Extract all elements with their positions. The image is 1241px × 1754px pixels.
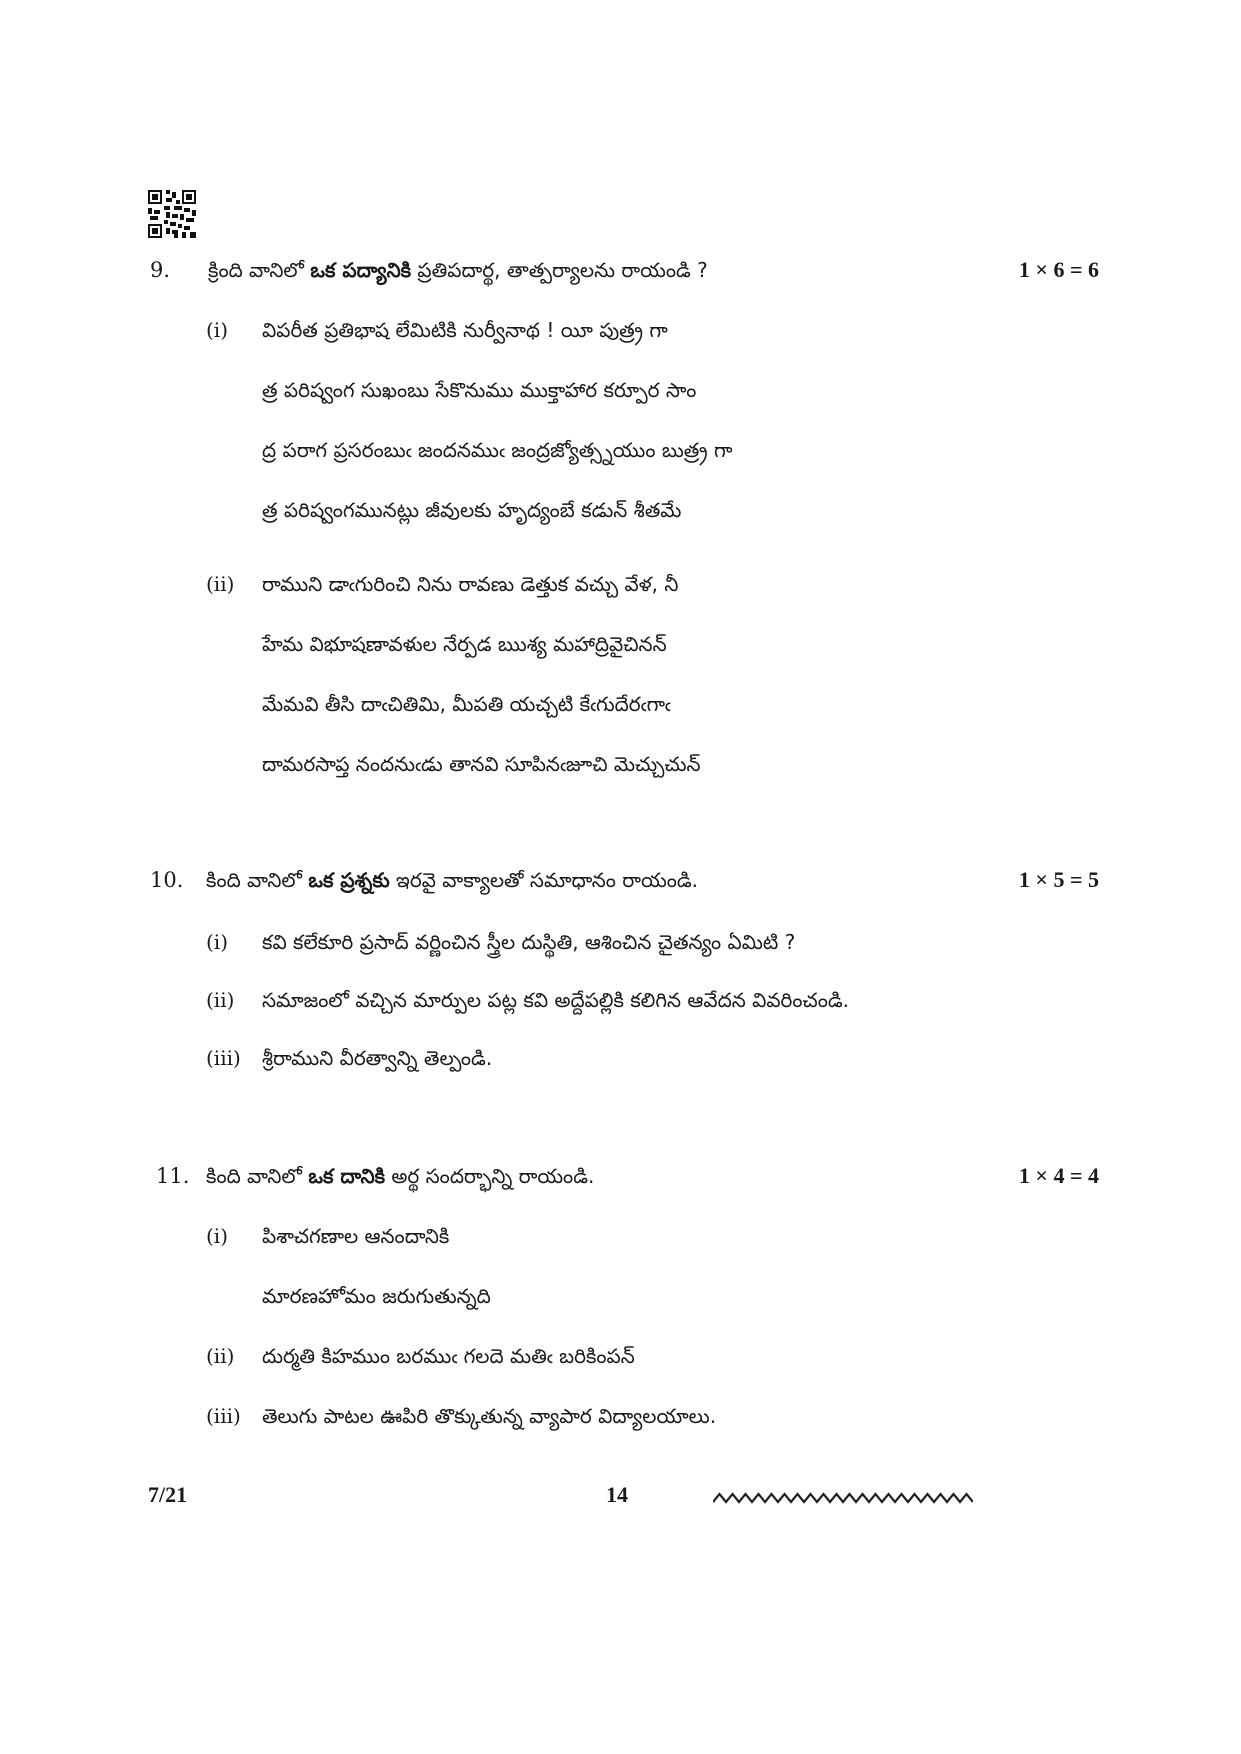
question-number: 11. — [156, 1164, 190, 1188]
poem-line: విపరీత ప్రతిభాష లేమిటికి నుర్వీనాథ ! యీ పుత్ర్ర గా — [262, 318, 668, 342]
question-prompt — [206, 1164, 594, 1193]
wavy-line-icon — [713, 1488, 973, 1508]
question-prompt — [206, 868, 698, 897]
item-label: (i) — [206, 930, 229, 954]
poem-line: త్ర పరిష్వంగ సుఖంబు సేకొనుము ముక్తాహార కర్పూర సాం — [262, 378, 697, 402]
prompt-text: కింది వానిలో — [206, 868, 309, 892]
prompt-emphasis: ఒక పద్యానికి — [310, 258, 412, 282]
quote-line: దుర్మతి కిహముం బరముఁ గలదె మతిఁ బరికింపన్ — [262, 1344, 635, 1368]
page-number: 14 — [606, 1482, 628, 1507]
question-number: 9. — [150, 258, 171, 282]
poem-line: రాముని డాఁగురించి నిను రావణు డెత్తుక వచ్చు వేళ, నీ — [262, 572, 679, 596]
item-label: (iii) — [206, 1404, 241, 1428]
question-marks: 1 × 4 = 4 — [1018, 1163, 1099, 1188]
prompt-text: కింది వానిలో — [206, 1164, 309, 1188]
sub-question: సమాజంలో వచ్చిన మార్పుల పట్ల కవి అద్దేపల్లికి కలిగిన ఆవేదన వివరించండి. — [262, 988, 850, 1012]
item-label: (ii) — [206, 1344, 235, 1368]
prompt-emphasis: ఒక దానికి — [308, 1164, 386, 1188]
quote-line: మారణహోమం జరుగుతున్నది — [262, 1284, 491, 1308]
sub-question: కవి కలేకూరి ప్రసాద్ వర్ణించిన స్త్రీల దుస్థితి, ఆశించిన చైతన్యం ఏమిటి ? — [262, 930, 796, 954]
question-number: 10. — [150, 868, 184, 892]
question-marks: 1 × 6 = 6 — [1018, 257, 1099, 282]
item-label: (iii) — [206, 1046, 241, 1070]
poem-line: మేమవి తీసి దాఁచితిమి, మీపతి యచ్చటి కేఁగుదేరఁగాఁ — [262, 692, 671, 716]
question-marks: 1 × 5 = 5 — [1018, 867, 1099, 892]
prompt-text: ప్రతిపదార్థ, తాత్పర్యాలను రాయండి ? — [411, 258, 708, 282]
prompt-emphasis: ఒక ప్రశ్నకు — [308, 868, 390, 892]
sub-question: శ్రీరాముని వీరత్వాన్ని తెల్పండి. — [262, 1046, 493, 1070]
poem-line: హేమ విభూషణావళుల నేర్పడ ఋశ్య మహాద్రివైచినన్ — [262, 632, 667, 656]
paper-code: 7/21 — [148, 1482, 188, 1507]
prompt-text: ఇరవై వాక్యాలతో సమాధానం రాయండి. — [389, 868, 699, 892]
poem-line: దామరసాప్త నందనుఁడు తానవి సూపినఁజూచి మెచ్చుచున్ — [262, 752, 701, 776]
item-label: (ii) — [206, 988, 235, 1012]
item-label: (ii) — [206, 572, 235, 596]
quote-line: తెలుగు పాటల ఊపిరి తొక్కుతున్న వ్యాపార విద్యాలయాలు. — [262, 1404, 717, 1428]
prompt-text: అర్థ సందర్భాన్ని రాయండి. — [385, 1164, 595, 1188]
prompt-text: క్రింది వానిలో — [208, 258, 311, 282]
item-label: (i) — [206, 318, 229, 342]
qr-code-icon — [148, 190, 196, 238]
item-label: (i) — [206, 1224, 229, 1248]
question-prompt — [208, 258, 708, 287]
poem-line: ద్ర పరాగ ప్రసరంబుఁ జందనముఁ జంద్రజ్యోత్స్నయుం బుత్ర్ర గా — [262, 438, 733, 462]
quote-line: పిశాచగణాల ఆనందానికి — [262, 1224, 450, 1248]
poem-line: త్ర పరిష్వంగమునట్లు జీవులకు హృద్యంబే కడున్ శీతమే — [262, 498, 682, 522]
